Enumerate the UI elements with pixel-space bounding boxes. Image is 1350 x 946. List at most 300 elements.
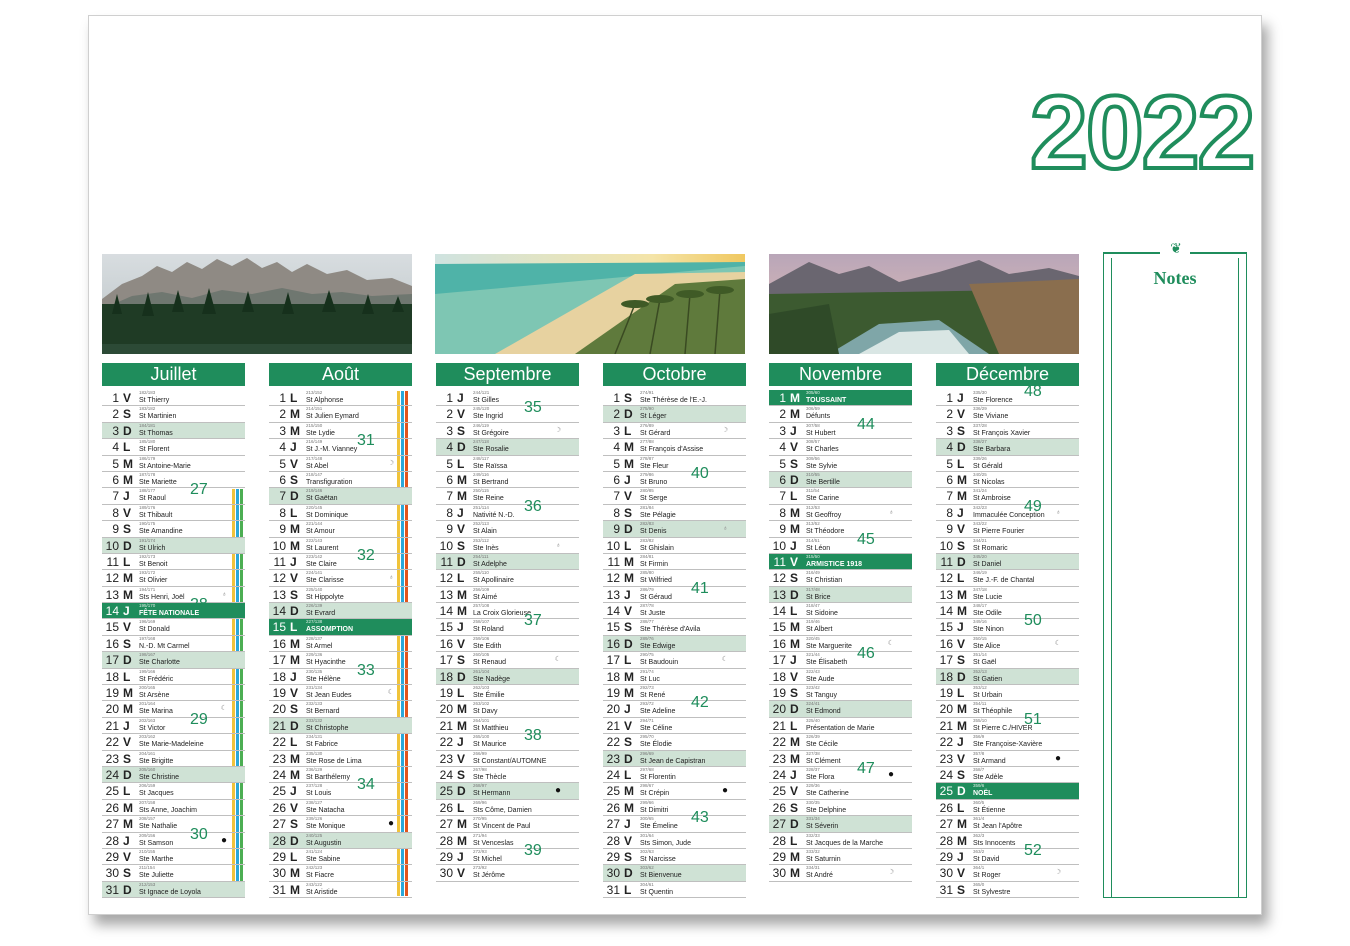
saint-name: St Hyacinthe: [306, 659, 346, 667]
weekday-letter: V: [957, 866, 966, 881]
day-row: [603, 423, 746, 439]
day-of-year: 186/179: [139, 455, 156, 461]
saint-name: Ste Christine: [139, 773, 180, 781]
day-of-year: 301/64: [640, 832, 654, 838]
day-number: 4: [112, 440, 119, 455]
weekday-letter: S: [457, 767, 466, 782]
day-of-year: 293/72: [640, 701, 654, 707]
weekday-letter: M: [123, 686, 133, 701]
weekday-letter: J: [457, 849, 464, 864]
weekday-letter: J: [457, 735, 464, 750]
day-of-year: 203/162: [139, 734, 156, 740]
day-row: [936, 800, 1079, 816]
day-of-year: 289/76: [640, 635, 654, 641]
weekday-letter: M: [957, 472, 967, 487]
weekday-letter: L: [624, 423, 632, 438]
saint-name: Ste Marthe: [139, 855, 174, 863]
day-row: [603, 669, 746, 685]
day-number: 4: [446, 440, 453, 455]
day-row: [936, 383, 1079, 406]
day-number: 29: [272, 849, 286, 864]
day-of-year: 211/154: [139, 865, 155, 871]
saint-name: St Abel: [306, 462, 329, 470]
saint-name: Ste Rosalie: [473, 446, 509, 454]
day-of-year: 267/98: [473, 766, 487, 772]
weekday-letter: V: [790, 554, 799, 569]
day-number: 21: [105, 718, 119, 733]
saint-name: St Baudouin: [640, 659, 679, 667]
day-row: [436, 833, 579, 849]
day-of-year: 332/33: [806, 832, 820, 838]
day-number: 25: [939, 784, 953, 799]
saint-name: St Théodore: [806, 528, 845, 536]
day-of-year: 300/65: [640, 816, 654, 822]
weekday-letter: M: [790, 522, 800, 537]
day-of-year: 326/39: [806, 734, 820, 740]
day-number: 11: [607, 554, 620, 569]
weekday-letter: J: [624, 472, 631, 487]
day-number: 19: [272, 686, 286, 701]
day-number: 6: [446, 472, 453, 487]
day-of-year: 247/118: [473, 439, 489, 445]
day-row: [436, 685, 579, 701]
moon-phase-icon: ☾: [1054, 639, 1061, 647]
day-of-year: 279/86: [640, 471, 654, 477]
week-number: 29: [190, 710, 208, 728]
saint-name: St Laurent: [306, 544, 339, 552]
weekday-letter: V: [123, 849, 132, 864]
saint-name: St Ghislain: [640, 544, 674, 552]
saint-name: St Vincent de Paul: [473, 823, 531, 831]
saint-name: St Antoine-Marie: [139, 462, 191, 470]
weekday-letter: S: [123, 751, 132, 766]
day-of-year: 244/121: [473, 390, 490, 395]
saint-name: St Michel: [473, 855, 502, 863]
day-row: [102, 636, 245, 652]
day-number: 31: [939, 882, 953, 897]
day-of-year: 329/36: [806, 783, 820, 789]
day-of-year: 231/134: [306, 685, 323, 691]
day-row: [269, 390, 412, 406]
day-number: 8: [946, 505, 953, 520]
moon-phase-icon: ☾: [887, 639, 894, 647]
weekday-letter: J: [290, 554, 297, 569]
notes-writing-area[interactable]: [1111, 258, 1239, 897]
day-row: [102, 521, 245, 537]
saint-name: St Narcisse: [640, 855, 676, 863]
day-row: [436, 587, 579, 603]
saint-name: FÊTE NATIONALE: [139, 610, 200, 618]
saint-name: Ste Monique: [306, 823, 346, 831]
day-of-year: 200/165: [139, 685, 156, 691]
day-of-year: 350/15: [973, 635, 987, 641]
day-of-year: 268/97: [473, 783, 487, 789]
day-number: 5: [112, 456, 119, 471]
day-of-year: 306/59: [806, 406, 820, 412]
day-number: 26: [439, 800, 453, 815]
saint-name: St Hermann: [473, 790, 511, 798]
weekday-letter: J: [957, 620, 964, 635]
saint-name: St Wilfried: [640, 577, 672, 585]
day-number: 2: [279, 407, 286, 422]
day-number: 14: [772, 604, 786, 619]
weekday-letter: D: [957, 784, 966, 799]
day-of-year: 252/113: [473, 521, 489, 527]
day-number: 29: [606, 849, 620, 864]
day-row: [269, 800, 412, 816]
day-row: [603, 882, 746, 898]
weekday-letter: J: [457, 391, 464, 405]
weekday-letter: L: [957, 800, 965, 815]
weekday-letter: J: [957, 391, 964, 405]
saint-name: St Saturnin: [806, 855, 841, 863]
saint-name: St Roger: [973, 872, 1001, 880]
week-number: 42: [691, 694, 709, 712]
day-number: 17: [439, 653, 453, 668]
weekday-letter: S: [290, 587, 299, 602]
day-of-year: 321/44: [806, 652, 820, 658]
weekday-letter: L: [123, 669, 131, 684]
saint-name: St Tanguy: [806, 692, 838, 700]
saint-name: Ste Edith: [473, 642, 502, 650]
day-row: [436, 767, 579, 783]
day-number: 17: [606, 653, 620, 668]
day-of-year: 281/84: [640, 504, 654, 510]
day-number: 24: [439, 767, 453, 782]
new-moon-icon: ●: [220, 834, 227, 846]
saint-name: St Géraud: [640, 593, 672, 601]
day-number: 22: [939, 735, 953, 750]
day-row: [269, 538, 412, 554]
day-of-year: 206/159: [139, 783, 156, 789]
day-number: 30: [105, 866, 119, 881]
weekday-letter: S: [457, 423, 466, 438]
weekday-letter: V: [457, 751, 466, 766]
saint-name: St Léger: [640, 413, 667, 421]
day-number: 10: [939, 538, 953, 553]
day-number: 1: [779, 391, 786, 405]
day-number: 18: [105, 669, 119, 684]
day-of-year: 331/34: [806, 816, 820, 822]
day-row: [436, 800, 579, 816]
day-of-year: 197/168: [139, 635, 156, 641]
day-row: [603, 652, 746, 668]
day-of-year: 218/147: [306, 471, 323, 477]
day-number: 29: [105, 849, 119, 864]
day-row: [102, 619, 245, 635]
day-number: 13: [606, 587, 620, 602]
sunday-row: [436, 669, 579, 685]
saint-name: La Croix Glorieuse: [473, 610, 531, 618]
day-row: [769, 669, 912, 685]
weekday-letter: S: [957, 767, 966, 782]
saint-name: St Florent: [139, 446, 170, 454]
day-number: 21: [439, 718, 453, 733]
day-number: 27: [439, 817, 453, 832]
day-number: 3: [279, 423, 286, 438]
saint-name: St Romaric: [973, 544, 1008, 552]
day-number: 10: [606, 538, 620, 553]
day-number: 15: [939, 620, 953, 635]
weekday-letter: J: [624, 817, 631, 832]
day-row: [102, 472, 245, 488]
new-moon-icon: ●: [387, 818, 394, 830]
weekday-letter: L: [624, 767, 632, 782]
saint-name: Ste Claire: [306, 560, 337, 568]
saint-name: Ste Alice: [973, 642, 1001, 650]
day-of-year: 327/38: [806, 750, 820, 756]
day-number: 5: [779, 456, 786, 471]
day-of-year: 346/19: [973, 570, 987, 576]
day-row: [102, 406, 245, 422]
saint-name: Ste Natacha: [306, 806, 345, 814]
day-of-year: 256/109: [473, 586, 490, 592]
day-of-year: 310/55: [806, 471, 820, 477]
saint-name: St Grégoire: [473, 429, 509, 437]
day-row: [769, 685, 912, 701]
day-of-year: 275/90: [640, 406, 654, 412]
day-number: 24: [272, 767, 286, 782]
weekday-letter: M: [790, 391, 800, 405]
day-row: [102, 816, 245, 832]
day-row: [102, 587, 245, 603]
saint-name: Ste Hélène: [306, 675, 341, 683]
weekday-letter: M: [790, 407, 800, 422]
weekday-letter: J: [957, 505, 964, 520]
saint-name: St Gérald: [973, 462, 1003, 470]
day-row: [269, 701, 412, 717]
day-number: 7: [613, 489, 620, 504]
weekday-letter: V: [624, 489, 633, 504]
weekday-letter: D: [790, 817, 799, 832]
day-row: [936, 488, 1079, 504]
day-number: 11: [773, 554, 786, 569]
moon-phase-icon: ☽: [387, 459, 394, 467]
day-row: [936, 570, 1079, 586]
day-of-year: 227/138: [306, 619, 323, 625]
day-of-year: 347/18: [973, 586, 987, 592]
day-number: 12: [606, 571, 620, 586]
day-number: 15: [439, 620, 453, 635]
saint-name: St Gaëtan: [306, 495, 338, 503]
weekday-letter: D: [123, 767, 132, 782]
saint-name: Ste Élodie: [640, 741, 672, 749]
day-number: 13: [772, 587, 786, 602]
day-row: [769, 751, 912, 767]
day-number: 16: [772, 636, 786, 651]
day-of-year: 204/161: [139, 750, 156, 756]
saint-name: Ste Françoise-Xavière: [973, 741, 1043, 749]
day-row: [102, 390, 245, 406]
weekday-letter: M: [457, 587, 467, 602]
week-number: 49: [1024, 497, 1042, 515]
day-number: 14: [939, 604, 953, 619]
day-of-year: 241/124: [306, 848, 323, 854]
day-row: [936, 538, 1079, 554]
weekday-letter: M: [790, 751, 800, 766]
day-number: 23: [439, 751, 453, 766]
day-number: 18: [772, 669, 786, 684]
day-number: 7: [779, 489, 786, 504]
day-row: [769, 488, 912, 504]
day-number: 6: [279, 472, 286, 487]
day-row: [769, 865, 912, 881]
saint-name: St Denis: [640, 528, 667, 536]
day-of-year: 226/139: [306, 603, 323, 609]
weekday-letter: L: [123, 784, 131, 799]
weekday-letter: M: [457, 817, 467, 832]
day-number: 30: [772, 866, 786, 881]
day-of-year: 292/73: [640, 685, 654, 691]
day-number: 17: [272, 653, 286, 668]
weekday-letter: L: [290, 735, 298, 750]
weekday-letter: V: [957, 751, 966, 766]
day-row: [936, 423, 1079, 439]
day-row: [769, 619, 912, 635]
day-number: 14: [439, 604, 453, 619]
week-number: 50: [1024, 612, 1042, 630]
saint-name: St Bienvenue: [640, 872, 682, 880]
day-of-year: 207/158: [139, 799, 156, 805]
day-of-year: 245/120: [473, 406, 490, 412]
saint-name: St Raoul: [139, 495, 166, 503]
weekday-letter: V: [123, 735, 132, 750]
day-number: 28: [105, 833, 119, 848]
weekday-letter: V: [123, 505, 132, 520]
day-list: [269, 390, 412, 898]
day-number: 11: [940, 554, 953, 569]
day-of-year: 343/22: [973, 521, 987, 527]
sunday-row: [436, 554, 579, 570]
day-of-year: 205/160: [139, 766, 156, 772]
day-of-year: 265/100: [473, 734, 490, 740]
day-row: [102, 554, 245, 570]
week-number: 28: [190, 596, 208, 614]
day-number: 28: [939, 833, 953, 848]
weekday-letter: V: [290, 571, 299, 586]
day-of-year: 189/176: [139, 504, 156, 510]
saint-name: St Julien Eymard: [306, 413, 359, 421]
day-row: [102, 456, 245, 472]
moon-phase-icon: ☾: [387, 689, 394, 697]
day-number: 24: [939, 767, 953, 782]
day-number: 22: [105, 735, 119, 750]
weekday-letter: M: [957, 587, 967, 602]
saint-name: NOËL: [973, 790, 993, 798]
day-row: [936, 701, 1079, 717]
holiday-row: [936, 783, 1079, 799]
day-of-year: 338/27: [973, 439, 987, 445]
day-number: 26: [272, 800, 286, 815]
day-number: 26: [772, 800, 786, 815]
weekday-letter: V: [957, 636, 966, 651]
day-row: [769, 849, 912, 865]
day-number: 19: [772, 686, 786, 701]
saint-name: St Serge: [640, 495, 668, 503]
weekday-letter: S: [957, 423, 966, 438]
day-row: [936, 652, 1079, 668]
weekday-letter: V: [457, 866, 466, 881]
saint-name: St Pierre C./HIVER: [973, 724, 1033, 732]
day-of-year: 320/45: [806, 635, 820, 641]
week-number: 31: [357, 432, 375, 450]
day-of-year: 322/43: [806, 668, 820, 674]
weekday-letter: D: [790, 702, 799, 717]
day-row: [936, 685, 1079, 701]
weekday-letter: S: [290, 702, 299, 717]
saint-name: Ste Adèle: [973, 773, 1003, 781]
saint-name: Ste Cécile: [806, 741, 838, 749]
day-number: 25: [439, 784, 453, 799]
saint-name: St J.-M. Vianney: [306, 446, 358, 454]
weekday-letter: L: [957, 571, 965, 586]
saint-name: St Jacques de la Marche: [806, 839, 884, 847]
week-number: 39: [524, 841, 542, 859]
day-row: [936, 406, 1079, 422]
day-row: [436, 751, 579, 767]
weekday-letter: D: [457, 669, 466, 684]
day-number: 23: [606, 751, 620, 766]
day-number: 20: [939, 702, 953, 717]
day-list: [769, 390, 912, 882]
saint-name: Ste Marie-Madeleine: [139, 741, 204, 749]
day-of-year: 334/31: [806, 865, 820, 871]
day-number: 8: [779, 505, 786, 520]
sunday-row: [769, 701, 912, 717]
weekday-letter: M: [457, 718, 467, 733]
saint-name: Ste J.-F. de Chantal: [973, 577, 1035, 585]
weekday-letter: M: [123, 571, 133, 586]
weekday-letter: L: [123, 554, 131, 569]
day-number: 25: [606, 784, 620, 799]
sunday-row: [102, 882, 245, 898]
day-number: 31: [272, 882, 286, 897]
day-number: 11: [440, 554, 453, 569]
day-of-year: 318/47: [806, 603, 820, 609]
day-row: [936, 734, 1079, 750]
day-row: [936, 587, 1079, 603]
weekday-letter: V: [790, 440, 799, 455]
weekday-letter: L: [123, 440, 131, 455]
weekday-letter: M: [290, 866, 300, 881]
day-number: 17: [105, 653, 119, 668]
weekday-letter: M: [290, 882, 300, 897]
day-number: 3: [613, 423, 620, 438]
day-row: [603, 800, 746, 816]
day-of-year: 323/42: [806, 685, 820, 691]
weekday-letter: S: [790, 800, 799, 815]
day-row: [269, 751, 412, 767]
weekday-letter: V: [290, 686, 299, 701]
day-number: 1: [279, 391, 286, 405]
week-number: 34: [357, 776, 375, 794]
day-row: [936, 882, 1079, 898]
saint-name: Ste Adeline: [640, 708, 676, 716]
day-row: [269, 865, 412, 881]
day-of-year: 305/60: [806, 390, 820, 395]
weekday-letter: S: [790, 686, 799, 701]
day-number: 30: [439, 866, 453, 881]
saint-name: St Christian: [806, 577, 843, 585]
day-number: 25: [105, 784, 119, 799]
saint-name: St Clément: [806, 757, 841, 765]
day-number: 12: [272, 571, 286, 586]
day-row: [269, 636, 412, 652]
saint-name: St Séverin: [806, 823, 839, 831]
day-number: 13: [439, 587, 453, 602]
day-of-year: 202/163: [139, 717, 156, 723]
sunday-row: [269, 603, 412, 619]
